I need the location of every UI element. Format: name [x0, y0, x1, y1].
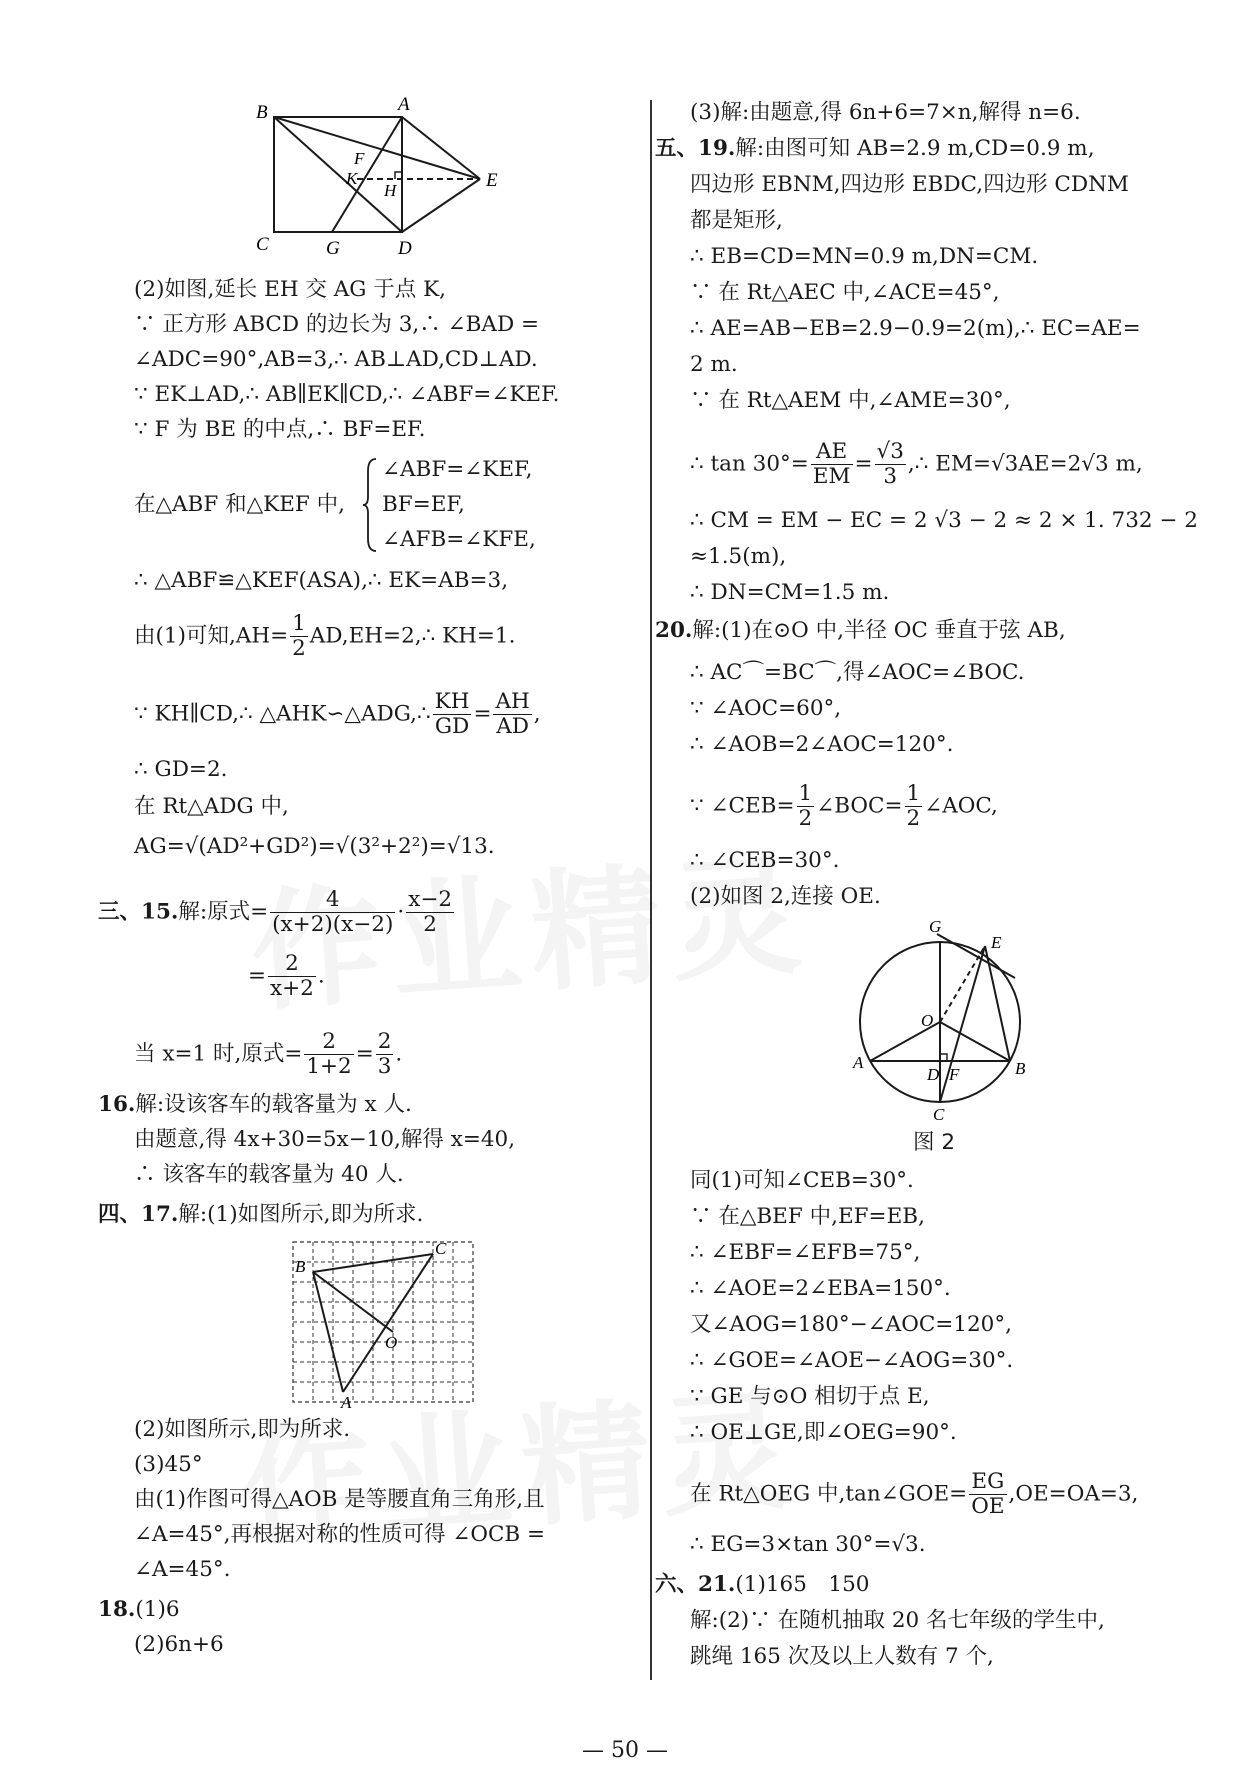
s15-eq: =: [248, 963, 267, 989]
s20-line-11: ∴ ∠AOE=2∠EBA=150°.: [690, 1276, 951, 1301]
s21-text-1: (1)165 150: [735, 1572, 870, 1597]
s20-l16-post: ,OE=OA=3,: [1008, 1481, 1139, 1507]
grid-label-A: A: [341, 1393, 352, 1408]
label-A: A: [398, 94, 410, 115]
circle-label-A: A: [853, 1053, 864, 1072]
label-G: G: [326, 238, 340, 259]
s19-line-1: [655, 134, 1095, 164]
s20-head: 20.: [655, 618, 693, 643]
l8-fraction: [290, 612, 308, 661]
label-D: D: [398, 238, 412, 259]
s15-pre: 解:原式=: [178, 899, 269, 925]
s20-frac-2: [905, 782, 923, 831]
right-line-1: (3)解:由题意,得 6n+6=7×n,解得 n=6.: [690, 100, 1081, 125]
s20-line-13: ∴ ∠GOE=∠AOE−∠AOG=30°.: [690, 1348, 1014, 1373]
s19-d1: EM: [812, 464, 851, 489]
s15-eq2: =: [355, 1041, 374, 1067]
s19-head: 五、19.: [655, 136, 736, 161]
circle-label-E: E: [991, 933, 1002, 952]
s15-when: 当 x=1 时,原式=: [134, 1041, 303, 1067]
s20-line-15: ∴ OE⊥GE,即∠OEG=90°.: [690, 1420, 957, 1445]
s21-line-1: [655, 1570, 869, 1600]
l9-eq: =: [473, 701, 492, 727]
s17-line-2: (2)如图所示,即为所求.: [134, 1417, 351, 1442]
s21-line-3: 跳绳 165 次及以上人数有 7 个,: [690, 1644, 994, 1669]
label-H: H: [384, 181, 397, 200]
system-eq-2: BF=EF,: [382, 492, 465, 517]
s20-line-3: ∵ ∠AOC=60°,: [690, 696, 842, 721]
s20-l5-post: ∠AOC,: [924, 793, 998, 819]
page-number: — 50 —: [582, 1738, 668, 1763]
s20-n3: EG: [969, 1470, 1006, 1495]
s15-d3: x+2: [270, 976, 314, 1001]
s20-l5-mid: ∠BOC=: [816, 793, 903, 819]
s17-line-6: ∠A=45°.: [134, 1557, 231, 1582]
s19-line-4: ∴ EB=CD=MN=0.9 m,DN=CM.: [690, 244, 1039, 269]
s16-line-3: ∴ 该客车的载客量为 40 人.: [134, 1162, 404, 1187]
s15-d5: 3: [377, 1054, 392, 1079]
s20-line-14: ∵ GE 与⊙O 相切于点 E,: [690, 1384, 930, 1409]
left-line-12: AG=√(AD²+GD²)=√(3²+2²)=√13.: [134, 834, 495, 859]
left-line-11: 在 Rt△ADG 中,: [134, 794, 289, 819]
s19-frac-1: [811, 440, 853, 489]
grid-label-C: C: [435, 1239, 447, 1258]
s19-n1: AE: [811, 440, 853, 465]
s17-line-4: 由(1)作图可得△AOB 是等腰直角三角形,且: [134, 1487, 545, 1512]
s20-line-8: 同(1)可知∠CEB=30°.: [690, 1168, 914, 1193]
circle-label-F: F: [949, 1065, 960, 1084]
square-figure: [250, 92, 510, 262]
s20-frac-3: [969, 1470, 1006, 1519]
s15-head: 三、15.: [98, 899, 179, 925]
circle-label-G: G: [929, 918, 942, 936]
l9-pre: ∵ KH∥CD,∴ △AHK∽△ADG,∴: [134, 701, 431, 727]
system-eq-3: ∠AFB=∠KFE,: [382, 527, 536, 552]
s20-d2: 2: [906, 806, 921, 831]
s20-n1: 1: [798, 781, 813, 806]
left-line-1: (2)如图,延长 EH 交 AG 于点 K,: [134, 277, 447, 302]
s15-n5: 2: [377, 1029, 392, 1054]
l9-d2: AD: [496, 714, 529, 739]
l8-pre: 由(1)可知,AH=: [134, 623, 289, 649]
s20-line-1: [655, 616, 1066, 646]
s20-line-12: 又∠AOG=180°−∠AOC=120°,: [690, 1312, 1012, 1337]
s20-l5-pre: ∵ ∠CEB=: [690, 793, 795, 819]
s15-d4: 1+2: [306, 1054, 352, 1079]
s15-d1: (x+2)(x−2): [272, 912, 394, 937]
circle-label-D: D: [927, 1065, 940, 1084]
s21-line-2: 解:(2)∵ 在随机抽取 20 名七年级的学生中,: [690, 1608, 1105, 1633]
s17-line-5: ∠A=45°,再根据对称的性质可得 ∠OCB =: [134, 1522, 546, 1547]
brace-icon: [362, 457, 378, 553]
s20-line-4: ∴ ∠AOB=2∠AOC=120°.: [690, 732, 954, 757]
s19-line-6: ∴ AE=AB−EB=2.9−0.9=2(m),∴ EC=AE=: [690, 316, 1141, 341]
s20-d1: 2: [798, 806, 813, 831]
s19-line-7: 2 m.: [690, 352, 738, 377]
s19-line-12: ∴ DN=CM=1.5 m.: [690, 580, 890, 605]
s19-frac-2: [875, 440, 906, 489]
s19-line-5: ∵ 在 Rt△AEC 中,∠ACE=45°,: [690, 280, 1000, 305]
s19-line-9: [690, 440, 1143, 489]
label-E: E: [486, 170, 498, 191]
s16-head: 16.: [98, 1092, 136, 1117]
s20-text-1: 解:(1)在⊙O 中,半径 OC 垂直于弦 AB,: [692, 618, 1066, 643]
label-K: K: [346, 169, 358, 188]
s15-d2: 2: [423, 912, 437, 937]
s19-line-3: 都是矩形,: [690, 208, 783, 233]
s20-line-6: ∴ ∠CEB=30°.: [690, 848, 840, 873]
s20-d3: OE: [971, 1494, 1005, 1519]
s20-l16-pre: 在 Rt△OEG 中,tan∠GOE=: [690, 1481, 968, 1507]
s15-n4: 2: [304, 1030, 353, 1055]
s18-text-1: (1)6: [135, 1597, 180, 1622]
s15-n2: x−2: [408, 887, 453, 912]
s18-line-1: [98, 1595, 180, 1625]
circle-label-O: O: [921, 1011, 934, 1030]
s20-line-17: ∴ EG=3×tan 30°=√3.: [690, 1532, 926, 1557]
s15-line-3: [134, 1030, 402, 1079]
left-line-3: ∠ADC=90°,AB=3,∴ AB⊥AD,CD⊥AD.: [134, 347, 538, 372]
s15-end: .: [395, 1041, 403, 1067]
s17-text-1: 解:(1)如图所示,即为所求.: [178, 1202, 424, 1227]
s19-line-10: ∴ CM = EM − EC = 2 √3 − 2 ≈ 2 × 1. 732 − 2: [690, 508, 1198, 533]
s15-dot: ·: [397, 899, 405, 925]
label-C: C: [256, 234, 269, 255]
label-F: F: [354, 149, 365, 168]
s18-head: 18.: [98, 1597, 136, 1622]
s17-line-1: [98, 1200, 423, 1230]
s20-line-10: ∴ ∠EBF=∠EFB=75°,: [690, 1240, 921, 1265]
s19-line-8: ∵ 在 Rt△AEM 中,∠AME=30°,: [690, 388, 1011, 413]
s20-line-9: ∵ 在△BEF 中,EF=EB,: [690, 1204, 925, 1229]
s16-text-1: 解:设该客车的载客量为 x 人.: [135, 1092, 412, 1117]
s16-line-2: 由题意,得 4x+30=5x−10,解得 x=40,: [134, 1127, 516, 1152]
system-intro: 在△ABF 和△KEF 中,: [134, 492, 345, 517]
watermark-1: [244, 811, 816, 1037]
s19-line-11: ≈1.5(m),: [690, 544, 787, 569]
s20-line-7: (2)如图 2,连接 OE.: [690, 884, 881, 909]
s19-text-1: 解:由图可知 AB=2.9 m,CD=0.9 m,: [735, 136, 1095, 161]
figure-2-caption: 图 2: [913, 1130, 956, 1155]
s19-d2: 3: [883, 464, 898, 489]
label-B: B: [256, 102, 268, 123]
s15-dot2: .: [317, 963, 325, 989]
s15-frac-4: [304, 1030, 353, 1079]
s19-line-2: 四边形 EBNM,四边形 EBDC,四边形 CDNM: [690, 172, 1129, 197]
l8-num: 1: [292, 611, 306, 636]
s19-n2: √3: [876, 439, 904, 464]
left-line-4: ∵ EK⊥AD,∴ AB∥EK∥CD,∴ ∠ABF=∠KEF.: [134, 382, 560, 407]
left-line-10: ∴ GD=2.: [134, 757, 228, 782]
s15-n1: 4: [270, 888, 395, 913]
grid-label-B: B: [295, 1257, 306, 1276]
left-line-8: [134, 612, 515, 661]
l9-n1: KH: [434, 689, 470, 714]
l8-post: AD,EH=2,∴ KH=1.: [309, 623, 516, 649]
s16-line-1: [98, 1090, 412, 1120]
watermark-2: [234, 1346, 806, 1572]
s20-n2: 1: [906, 781, 921, 806]
s17-line-3: (3)45°: [134, 1452, 203, 1477]
s17-head: 四、17.: [98, 1202, 179, 1227]
circle-label-C: C: [933, 1105, 945, 1124]
s15-frac-5: [376, 1030, 394, 1079]
s19-l9-post: ,∴ EM=√3AE=2√3 m,: [907, 451, 1143, 477]
s15-n3: 2: [268, 952, 316, 977]
left-line-7: ∴ △ABF≌△KEF(ASA),∴ EK=AB=3,: [134, 568, 509, 593]
system-eq-1: ∠ABF=∠KEF,: [382, 457, 533, 482]
l9-n2: AH: [495, 689, 530, 714]
s20-line-2: ∴ AC⌒=BC⌒,得∠AOC=∠BOC.: [690, 660, 1025, 685]
l9-frac-2: [493, 690, 531, 739]
s19-eq: =: [854, 451, 873, 477]
left-line-5: ∵ F 为 BE 的中点,∴ BF=EF.: [134, 417, 426, 442]
left-line-9: [134, 690, 541, 739]
l9-frac-1: [433, 690, 472, 739]
s18-line-2: (2)6n+6: [134, 1632, 224, 1657]
circle-label-B: B: [1015, 1059, 1026, 1078]
l9-d1: GD: [434, 714, 470, 739]
left-line-2: ∵ 正方形 ABCD 的边长为 3,∴ ∠BAD =: [134, 312, 540, 337]
s19-l9-pre: ∴ tan 30°=: [690, 451, 809, 477]
s21-head: 六、21.: [655, 1572, 736, 1597]
circle-figure: [845, 918, 1045, 1128]
l8-den: 2: [292, 636, 306, 661]
grid-label-O: O: [385, 1333, 398, 1352]
l9-post: ,: [533, 701, 541, 727]
